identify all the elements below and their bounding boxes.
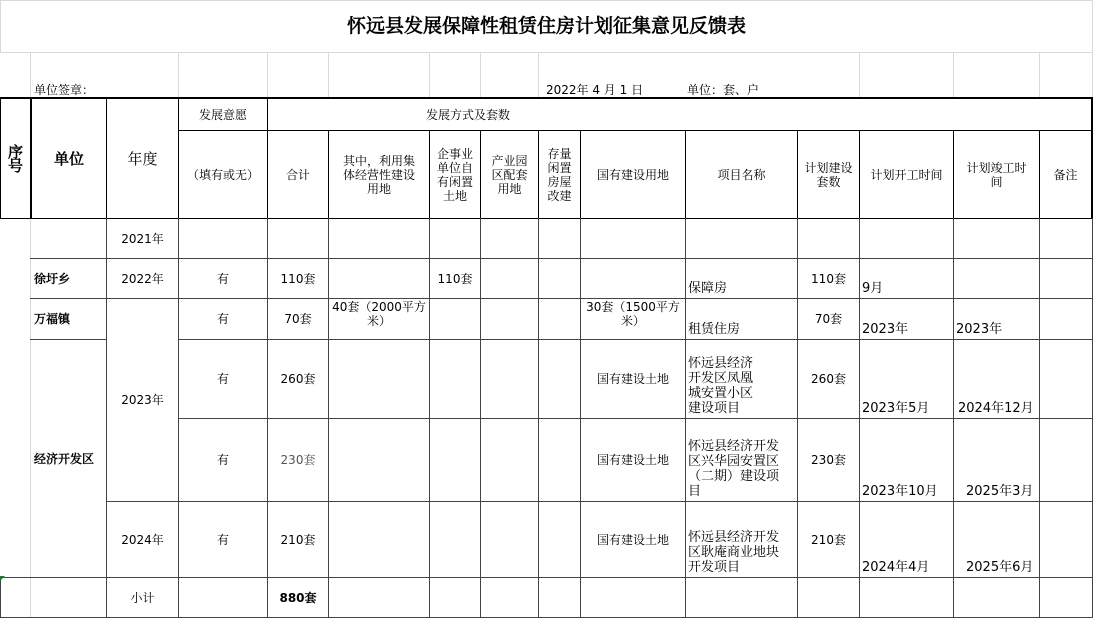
cell-unit: 徐圩乡 xyxy=(34,271,71,286)
subtotal-total: 880套 xyxy=(279,590,317,605)
cell-state-land: 国有建设土地 xyxy=(596,532,669,547)
cell-intent: 有 xyxy=(216,271,229,286)
grid-v-10 xyxy=(859,52,860,98)
header-finish: 计划竣工时 间 xyxy=(966,160,1027,189)
selection-marker xyxy=(0,576,5,581)
body-line xyxy=(328,218,329,618)
header-enterprise: 企事业 单位自 有闲置 土地 xyxy=(436,146,473,203)
header-year: 年度 xyxy=(127,149,158,168)
header-collective: 其中，利用集 体经营性建设 用地 xyxy=(342,153,415,196)
header-intent-note: （填有或无） xyxy=(186,167,259,182)
cell-total: 210套 xyxy=(280,532,316,547)
cell-finish: 2024年12月 xyxy=(958,401,1034,416)
grid-v-4 xyxy=(178,52,179,98)
header-idle: 存量 闲置 房屋 改建 xyxy=(547,146,572,203)
body-line xyxy=(1039,218,1040,618)
header-project: 项目名称 xyxy=(717,167,766,182)
grid-v-11 xyxy=(953,52,954,98)
cell-total: 70套 xyxy=(284,312,312,326)
cell-intent: 有 xyxy=(216,312,229,326)
grid-v-7 xyxy=(429,52,430,98)
body-line xyxy=(480,218,481,618)
cell-planned: 210套 xyxy=(811,532,846,547)
cell-start: 2024年4月 xyxy=(862,560,930,575)
cell-project: 怀远县经济 开发区凤凰 城安置小区 建设项目 xyxy=(688,356,754,416)
cell-intent: 有 xyxy=(216,372,229,386)
cell-project: 怀远县经济开发 区兴华园安置区 （二期）建设项 目 xyxy=(688,439,780,499)
cell-enterprise: 110套 xyxy=(437,271,473,286)
grid-v-3 xyxy=(30,52,31,98)
body-line xyxy=(0,577,1,618)
cell-state-land: 国有建设土地 xyxy=(596,372,669,386)
cell-planned: 230套 xyxy=(811,453,846,467)
cell-total: 230套 xyxy=(280,453,316,467)
cell-state-land: 国有建设土地 xyxy=(596,453,669,467)
cell-finish: 2025年6月 xyxy=(966,560,1034,575)
header-industrial: 产业园 区配套 用地 xyxy=(491,153,528,196)
cell-total: 110套 xyxy=(280,271,316,286)
cell-start: 9月 xyxy=(862,281,884,296)
signature-label: 单位签章： xyxy=(34,83,95,97)
cell-start: 2023年 xyxy=(862,322,909,337)
cell-planned: 110套 xyxy=(811,271,846,286)
cell-year-merged: 2023年 xyxy=(121,393,164,407)
unit-text: 单位：套、户 xyxy=(687,83,760,97)
subtotal-label: 小计 xyxy=(130,590,155,605)
body-line xyxy=(538,218,539,618)
cell-intent: 有 xyxy=(216,453,229,467)
cell-collective: 40套（2000平方 米） xyxy=(332,300,426,328)
header-remark: 备注 xyxy=(1053,167,1078,182)
cell-finish: 2023年 xyxy=(956,322,1003,337)
cell-total: 260套 xyxy=(280,372,316,386)
grid-v-9 xyxy=(538,52,539,98)
cell-year: 2021年 xyxy=(121,231,164,246)
header-intent: 发展意愿 xyxy=(198,107,247,122)
header-start: 计划开工时间 xyxy=(870,167,943,182)
cell-state-land: 30套（1500平方 米） xyxy=(586,300,680,328)
header-seq: 序 号 xyxy=(7,142,23,175)
cell-planned: 260套 xyxy=(811,372,846,386)
cell-start: 2023年5月 xyxy=(862,401,930,416)
cell-unit-merged: 经济开发区 xyxy=(34,451,95,466)
cell-year: 2024年 xyxy=(121,532,164,547)
grid-h-2 xyxy=(0,52,1093,53)
cell-intent: 有 xyxy=(216,532,229,547)
grid-v-12 xyxy=(1039,52,1040,98)
grid-v-5 xyxy=(267,52,268,98)
header-state-land: 国有建设用地 xyxy=(596,167,669,182)
header-planned: 计划建设 套数 xyxy=(804,160,853,189)
cell-unit: 万福镇 xyxy=(34,312,71,326)
grid-v-8 xyxy=(480,52,481,98)
header-unit: 单位 xyxy=(53,149,84,168)
cell-planned: 70套 xyxy=(814,312,843,326)
cell-project: 怀远县经济开发 区耿庵商业地块 开发项目 xyxy=(688,530,780,575)
cell-year: 2022年 xyxy=(121,271,164,286)
cell-project: 保障房 xyxy=(688,281,728,296)
header-method: 发展方式及套数 xyxy=(426,107,511,122)
grid-v-14 xyxy=(30,218,31,618)
cell-project: 租赁住房 xyxy=(688,322,741,337)
cell-finish: 2025年3月 xyxy=(966,484,1034,499)
header-total: 合计 xyxy=(285,167,310,182)
grid-v-6 xyxy=(328,52,329,98)
page-title: 怀远县发展保障性租赁住房计划征集意见反馈表 xyxy=(346,15,746,37)
cell-start: 2023年10月 xyxy=(862,484,938,499)
date-text: 2022年 4 月 1 日 xyxy=(546,83,644,97)
